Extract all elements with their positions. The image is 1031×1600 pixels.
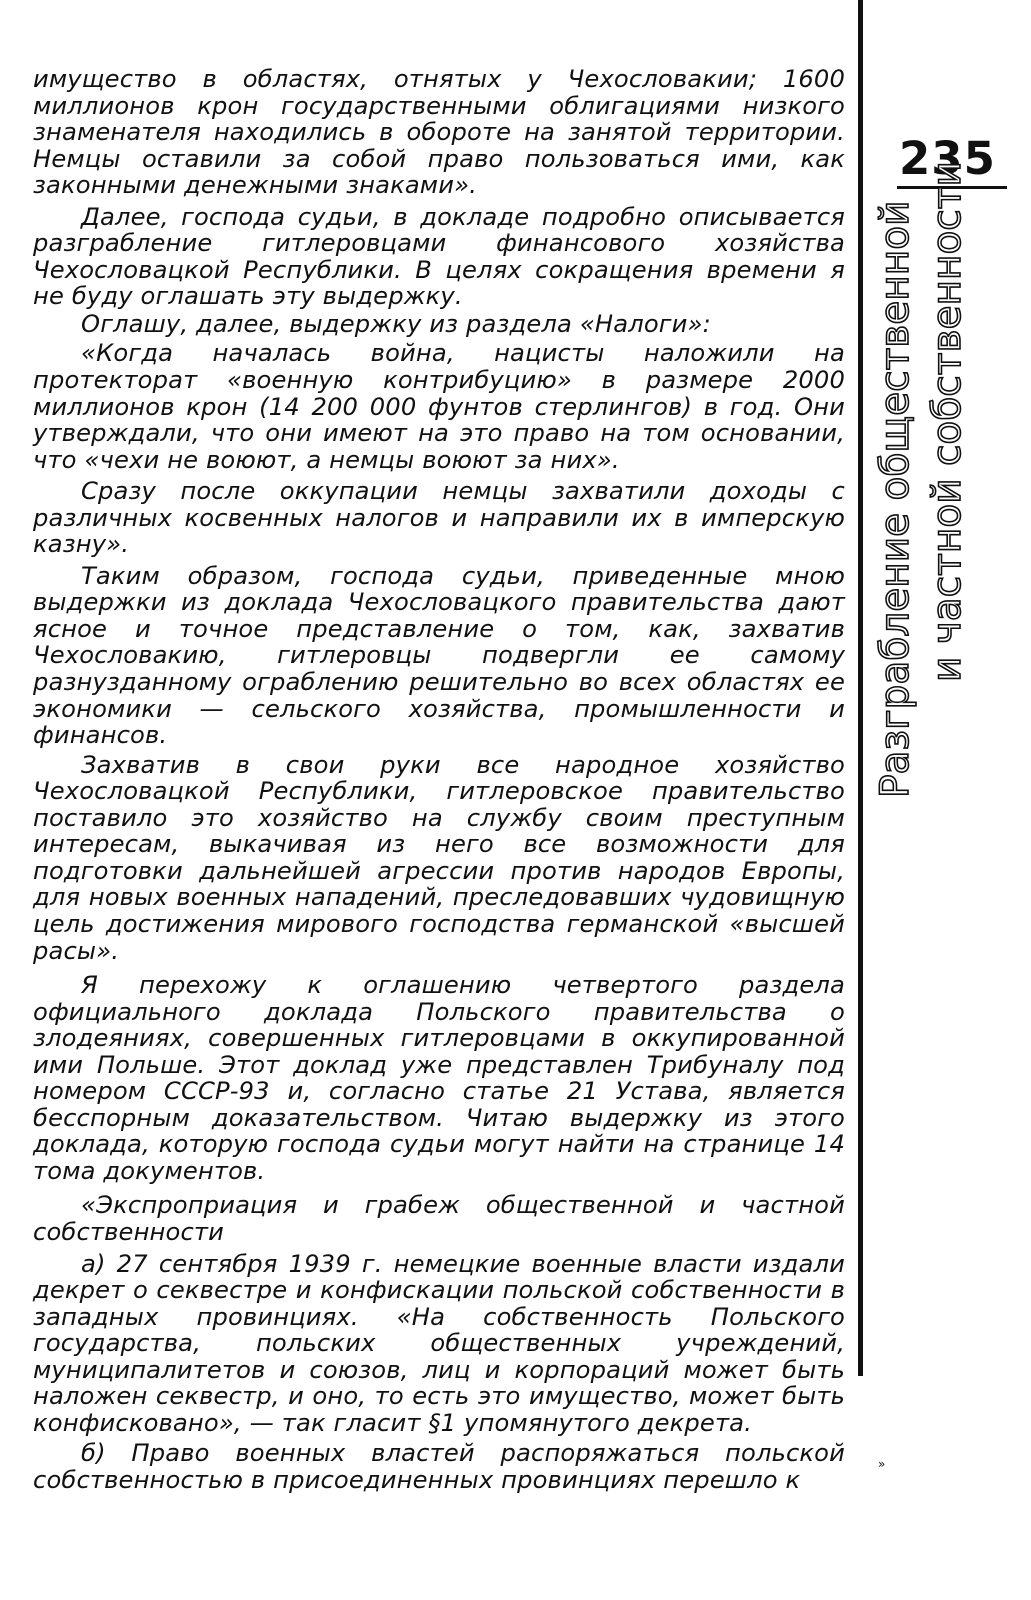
running-head-line-2: и частной собственности (925, 161, 970, 682)
paragraph: «Экспроприация и грабеж общественной и частной собственности (33, 1191, 845, 1246)
body-text (33, 66, 845, 1493)
paragraph: Сразу после оккупации немцы захватили доходы с различных косвенных налогов и направили их в имперскую казну». (33, 477, 845, 559)
paragraph: имущество в областях, отнятых у Чехословакии; 1600 миллионов крон государственными облигациями низкого знаменателя находились в обороте на занятой территории. Немцы оставили за собой право пользоваться ими, как законными денежными знаками». (33, 65, 845, 200)
vertical-rule (858, 0, 863, 1376)
paragraph: Далее, господа судьи, в докладе подробно описывается разграбление гитлеровцами финансового хозяйства Чехословацкой Республики. В целях сокращения времени я не буду оглашать эту выдержку. (33, 202, 845, 311)
paragraph: Захватив в свои руки все народное хозяйство Чехословацкой Республики, гитлеровское правительство поставило это хозяйство на службу своим преступным интересам, выкачивая из него все возможности для подготовки дальнейшей агрессии против народов Европы, для новых военных нападений, преследовавших чудовищную цель достижения мирового господства германской «высшей расы». (33, 750, 845, 965)
paragraph: Таким образом, господа судьи, приведенные мною выдержки из доклада Чехословацкого правительства дают ясное и точное представление о том, как, захватив Чехословакию, гитлеровцы подвергли ее самому разнузданному ограблению решительно во всех областях ее экономики — сельского хозяйства, промышленности и финансов. (33, 561, 845, 750)
running-head-line-1: Разграбление общественной (873, 200, 918, 798)
paragraph: Я перехожу к оглашению четвертого раздела официального доклада Польского правительства о злодеяниях, совершенных гитлеровцами в оккупированной ими Польше. Этот доклад уже представлен Трибуналу под номером СССР-93 и, согласно статье 21 Устава, является бесспорным доказательством. Читаю выдержку из этого доклада, которую господа судьи могут найти на странице 14 тома документов. (33, 971, 845, 1185)
running-head (870, 161, 980, 798)
paragraph: «Когда началась война, нацисты наложили на протекторат «военную контрибуцию» в размере 2000 миллионов крон (14 200 000 фунтов стерлингов) в год. Они утверждали, что они имеют на это право на том основании, что «чехи не воюют, а немцы воюют за них». (33, 339, 845, 474)
page-number: 235 (899, 132, 996, 185)
margin-mark: » (878, 1457, 886, 1471)
paragraph: а) 27 сентября 1939 г. немецкие военные власти издали декрет о секвестре и конфискации польской собственности в западных провинциях. «На собственность Польского государства, польских общественных учреждений, муниципалитетов и союзов, лиц и корпораций может быть наложен секвестр, и оно, то есть это имущество, может быть конфисковано», — так гласит §1 упомянутого декрета. (33, 1249, 845, 1437)
paragraph: Оглашу, далее, выдержку из раздела «Налоги»: (81, 309, 711, 338)
paragraph: б) Право военных властей распоряжаться польской собственностью в присоединенных провинциях перешло к (33, 1439, 845, 1494)
